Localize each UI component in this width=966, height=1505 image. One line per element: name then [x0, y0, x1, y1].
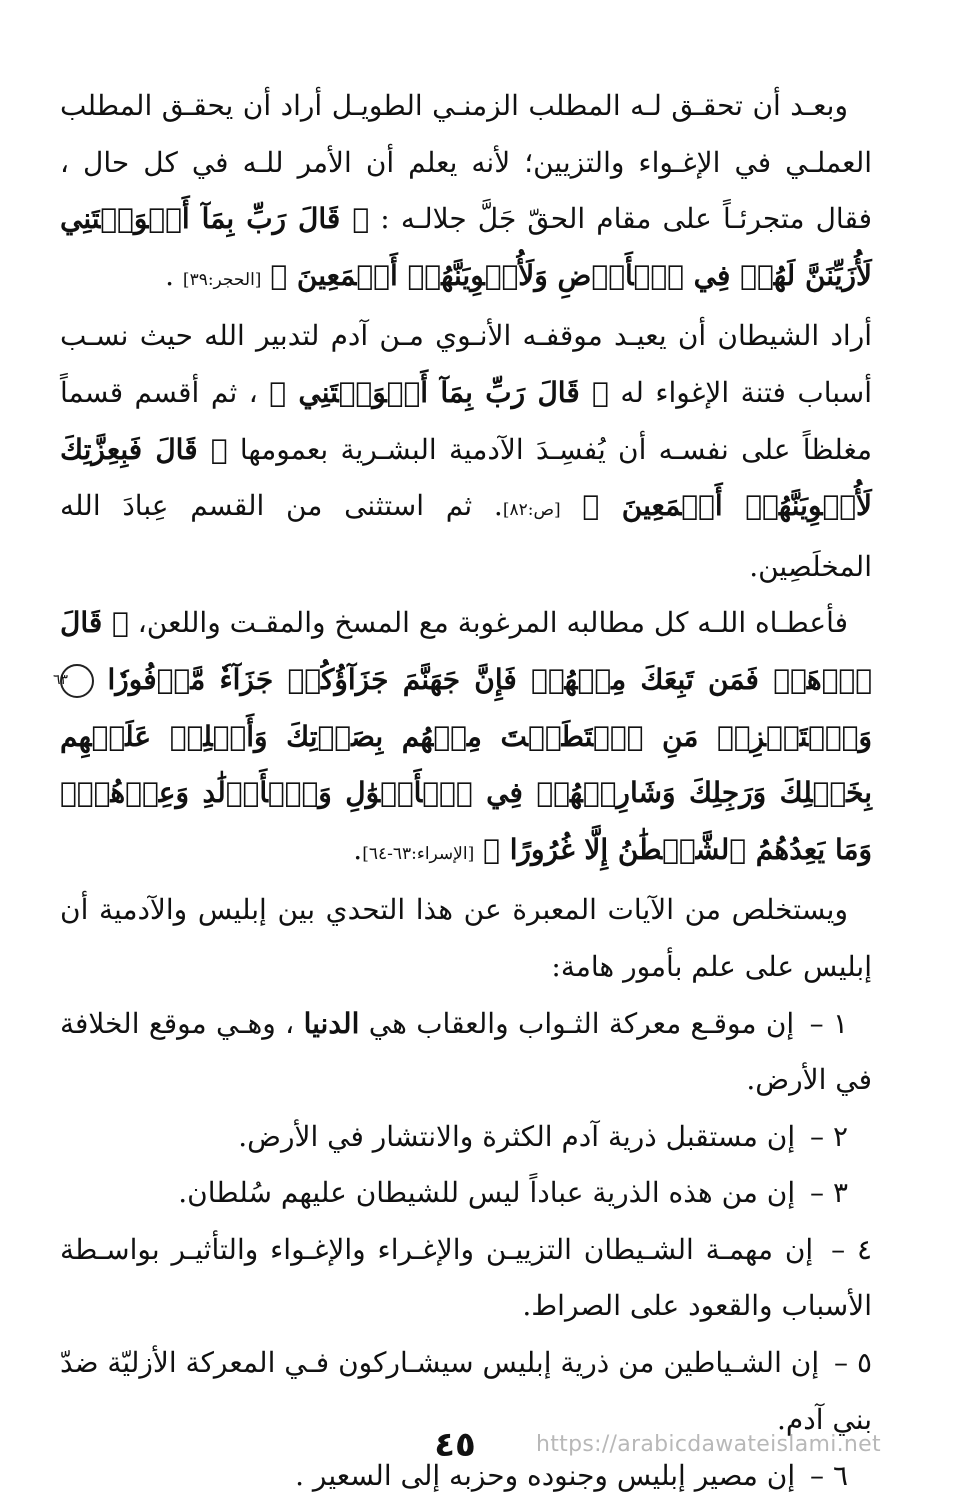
verse-reference: [ص:٨٢]	[502, 500, 561, 521]
list-text: ، وهـي موقع الخلافة في الأرض.	[60, 1006, 872, 1097]
list-number: ٢ –	[810, 1119, 848, 1153]
list-number: ١ –	[809, 1006, 849, 1040]
paragraph-text: أراد الشيطان أن يعيـد موقفـه الأنـوي مـن آدم لتدبير الله حيث نسـب أسباب فتنة الإغواء له	[60, 319, 872, 409]
list-item	[60, 1109, 872, 1166]
list-text-bold: الدنيا	[303, 1006, 360, 1040]
page-body	[52, 78, 873, 1505]
list-text: إن الشـياطين من ذرية إبليس سيشـاركون فـي المعركة الأزليّة ضدّ بني آدم.	[60, 1346, 872, 1436]
quran-verse: ﴿ قَالَ رَبِّ بِمَآ أَغۡوَيۡتَنِي ﴾	[269, 375, 609, 409]
list-text: إن من هذه الذرية عباداً ليس للشيطان عليهم سُلطان.	[178, 1176, 796, 1210]
list-number: ٣ –	[810, 1176, 848, 1210]
list-number: ٥ –	[834, 1346, 873, 1380]
paragraph-3	[52, 595, 873, 882]
quran-verse: ﴿ قَالَ ٱذۡهَبۡ فَمَن تَبِعَكَ مِنۡهُمۡ فَإِنَّ جَهَنَّمَ جَزَآؤُكُمۡ جَزَآءٗ مَّوۡفُورٗا	[60, 606, 873, 696]
paragraph-text: فأعطـاه اللـه كل مطالبه المرغوبة مع المسخ والمقـت واللعن،	[137, 606, 849, 640]
verse-reference: [الحجر:٣٩]	[182, 269, 262, 290]
paragraph-end: .	[353, 832, 363, 866]
list-item	[60, 1165, 872, 1222]
page-number: ٤٥	[434, 1425, 476, 1465]
quran-verse: ﴿ قَالَ فَبِعِزَّتِكَ لَأُغۡوِيَنَّهُمۡ أَجۡمَعِينَ ﴾	[60, 432, 873, 523]
paragraph-1	[60, 78, 872, 308]
list-number: ٤ –	[831, 1232, 873, 1266]
paragraph-text: وبعـد أن تحقـق لـه المطلب الزمنـي الطويـل أراد أن يحقـق المطلب العملـي في الإغـواء والتزيين؛ لأنه يعلم أن الأمر للـه في كل حال ، فقال متجرئـاً على مقام الحقّ جَلَّ جلالـه :	[60, 89, 873, 236]
paragraph-2	[60, 308, 872, 595]
paragraph-4	[60, 882, 872, 995]
list-number: ٦ –	[810, 1459, 848, 1493]
verse-reference: [الإسراء:٦٣-٦٤]	[362, 843, 475, 864]
list-text: إن مصير إبليس وجنوده وحزبه إلى السعير .	[295, 1459, 796, 1493]
verse-number-marker: ٦٣	[60, 664, 94, 698]
list-text: إن موقـع معركة الثـواب والعقاب هي	[368, 1006, 795, 1040]
quran-verse: وَٱسۡتَفۡزِزۡ مَنِ ٱسۡتَطَعۡتَ مِنۡهُم بِصَوۡتِكَ وَأَجۡلِبۡ عَلَيۡهِم بِخَيۡلِكَ وَرَجِلِكَ وَشَارِكۡهُمۡ فِي ٱلۡأَمۡوَٰلِ وَٱلۡأَوۡلَٰدِ وَعِدۡهُمۡۚ وَمَا يَعِدُهُمُ ٱلشَّيۡطَٰنُ إِلَّا غُرُورًا ﴾	[60, 719, 872, 866]
watermark-url: https://arabicdawateislami.net	[536, 1432, 881, 1457]
paragraph-end: .	[165, 258, 175, 292]
page-footer	[0, 1425, 966, 1465]
list-item	[60, 1222, 872, 1335]
list-text: إن مهمـة الشـيطان التزييـن والإغـراء والإغـواء والتأثيـر بواسـطة الأسباب والقعود على الصراط.	[60, 1232, 872, 1323]
list-text: إن مستقبل ذرية آدم الكثرة والانتشار في الأرض.	[238, 1119, 796, 1153]
quran-verse: ﴿ قَالَ رَبِّ بِمَآ أَغۡوَيۡتَنِي لَأُزَيِّنَنَّ لَهُمۡ فِي ٱلۡأَرۡضِ وَلَأُغۡوِيَنَّهُمۡ أَجۡمَعِينَ ﴾	[60, 202, 872, 292]
paragraph-text: . ثم استثنى من القسم عِبادَ الله المخلَصِين.	[60, 489, 872, 583]
paragraph-text: ، ثم أقسم قسماً مغلظاً على نفسـه أن يُفسِـدَ الآدمية البشـرية بعمومها	[60, 375, 872, 466]
paragraph-text: ويستخلص من الآيات المعبرة عن هذا التحدي بين إبليس والآدمية أن إبليس على علم بأمور هامة:	[60, 893, 872, 983]
list-item	[60, 996, 872, 1109]
